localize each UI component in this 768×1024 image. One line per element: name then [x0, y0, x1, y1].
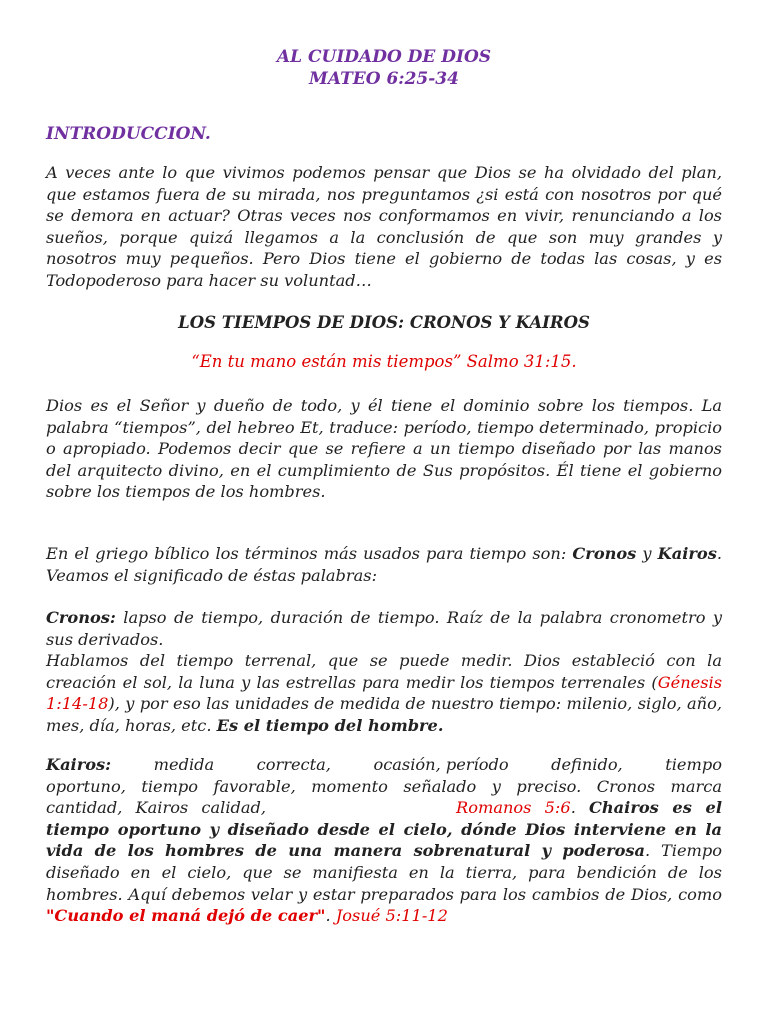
cronos-label: Cronos:: [46, 608, 116, 627]
cronos-emphasis: Es el tiempo del hombre.: [216, 715, 444, 735]
scripture-reference: MATEO 6:25-34: [309, 69, 459, 89]
mana-quote: "Cuando el maná dejó de caer": [46, 906, 326, 926]
term-cronos: Cronos: [572, 544, 637, 563]
genesis-reference: Génesis 1:14-18: [46, 672, 722, 714]
kairos-second-line: oportuno, tiempo favorable, momento señalado y preciso. Cronos marca: [46, 776, 722, 796]
kairos-word-2: correcta,: [256, 755, 331, 774]
cronos-text-1: Hablamos del tiempo terrenal, que se puede medir. Dios estableció con la creación el sol, la luna y las estrellas para medir los tiempos terrenales (: [46, 651, 722, 692]
cronos-definition: lapso de tiempo, duración de tiempo. Raíz de la palabra cronometro y sus derivados.: [46, 608, 723, 649]
kairos-word-3: ocasión, período: [373, 755, 509, 774]
greek-terms-paragraph: [46, 543, 722, 586]
cronos-paragraph: [46, 607, 722, 737]
kairos-first-line: [46, 754, 722, 776]
kairos-word-4: definido,: [551, 755, 623, 774]
kairos-word-5: tiempo: [665, 755, 722, 774]
tiempos-paragraph: Dios es el Señor y dueño de todo, y él tiene el dominio sobre los tiempos. La palabra “tiempos”, del hebreo Et, traduce: período, tiempo determinado, propicio o apropiado. Podemos decir que se refiere a un tiempo diseñado por las manos del arquitecto divino, en el cumplimiento de Sus propósitos. Él tiene el gobierno sobre los tiempos de los hombres.: [46, 396, 722, 502]
kairos-dot: .: [570, 798, 576, 818]
section-heading: LOS TIEMPOS DE DIOS: CRONOS Y KAIROS: [178, 313, 590, 332]
term-kairos: Kairos: [657, 544, 717, 563]
kairos-word-1: medida: [153, 755, 215, 774]
kairos-body: [46, 797, 722, 927]
greek-and-text: y: [642, 544, 652, 563]
kairos-paragraph: [46, 754, 722, 927]
kairos-text-after: . Tiempo diseñado en el cielo, que se manifiesta en la tierra, para bendición de los hombres. Aquí debemos velar y estar preparados para los cambios de Dios, como: [46, 841, 722, 904]
greek-outro-text: . Veamos el significado de éstas palabras:: [46, 544, 722, 585]
intro-paragraph: A veces ante lo que vivimos podemos pensar que Dios se ha olvidado del plan, que estamos fuera de su mirada, nos preguntamos ¿si está con nosotros por qué se demora en actuar? Otras veces nos conformamos en vivir, renunciando a los sueños, porque quizá llegamos a la conclusión de que son muy grandes y nosotros muy pequeños. Pero Dios tiene el gobierno de todas las cosas, y es Todopoderoso para hacer su voluntad…: [46, 163, 722, 290]
psalm-quote: “En tu mano están mis tiempos” Salmo 31:15.: [191, 352, 577, 371]
romans-reference: Romanos 5:6: [456, 798, 571, 818]
kairos-quote-end: .: [325, 906, 331, 926]
greek-intro-text: En el griego bíblico los términos más usados para tiempo son:: [46, 544, 567, 563]
kairos-bold-statement: Chairos es el tiempo oportuno y diseñado desde el cielo, dónde Dios interviene en la vida de los hombres de una manera sobrenatural y poderosa: [46, 798, 722, 861]
kairos-label: Kairos:: [46, 755, 112, 774]
intro-heading: INTRODUCCION.: [46, 124, 211, 144]
document-title: AL CUIDADO DE DIOS: [276, 47, 492, 67]
kairos-third-line-start: cantidad, Kairos calidad,: [46, 798, 267, 818]
cronos-text-2: ), y por eso las unidades de medida de nuestro tiempo: milenio, siglo, año, mes, día, horas, etc.: [46, 694, 722, 735]
josue-reference: Josué 5:11-12: [335, 906, 448, 926]
